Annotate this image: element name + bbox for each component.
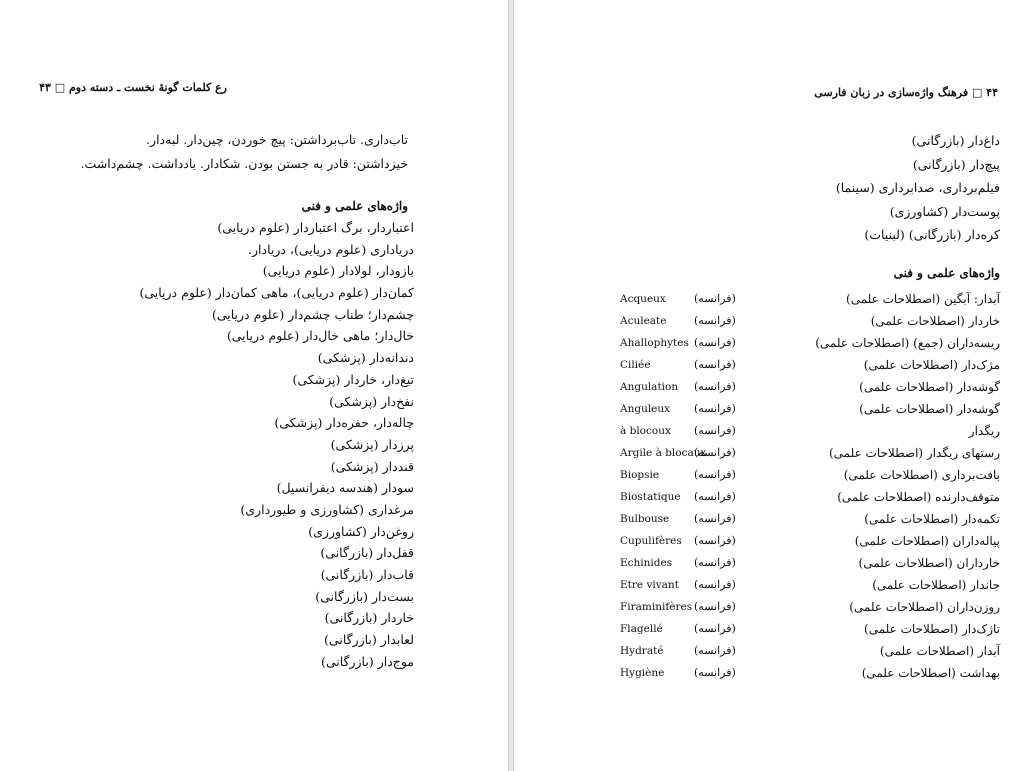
- list-item: خال‌دار؛ ماهی خال‌دار (علوم دریایی): [226, 328, 414, 344]
- list-item: موج‌دار (بازرگانی): [320, 653, 414, 669]
- french-term: Biopsie: [620, 469, 660, 481]
- french-term: Hygiène: [620, 667, 665, 679]
- persian-term: رستهای ریگدار (اصطلاحات علمی): [828, 446, 1000, 460]
- term-row: [514, 552, 1027, 574]
- term-row: [514, 288, 1027, 310]
- list-item: سودار (هندسه دیفرانسیل): [276, 480, 414, 496]
- left-page: [0, 0, 509, 771]
- list-item: بست‌دار (بازرگانی): [315, 588, 414, 604]
- term-row: [514, 442, 1027, 464]
- french-term: Anguleux: [620, 403, 671, 415]
- persian-term: آبدار (اصطلاحات علمی): [879, 644, 1000, 658]
- language-label: (فرانسه): [694, 424, 736, 437]
- persian-term: تاژک‌دار (اصطلاحات علمی): [864, 622, 1000, 636]
- persian-term: ریسه‌داران (جمع) (اصطلاحات علمی): [815, 336, 1000, 350]
- language-label: (فرانسه): [694, 666, 736, 679]
- list-item: قاب‌دار (بازرگانی): [320, 567, 414, 582]
- list-item: روغن‌دار (کشاورزی): [308, 523, 414, 539]
- language-label: (فرانسه): [694, 402, 736, 415]
- term-row: [514, 376, 1027, 398]
- french-term: Ciliée: [620, 359, 651, 371]
- french-term: Etre vivant: [620, 579, 679, 591]
- persian-term: گوشه‌دار (اصطلاحات علمی): [859, 402, 1000, 416]
- term-row: [514, 574, 1027, 596]
- persian-term: بافت‌برداری (اصطلاحات علمی): [843, 468, 1000, 482]
- list-item: دریاداری (علوم دریایی)، دریادار.: [248, 241, 414, 257]
- persian-term: متوقف‌دارنده (اصطلاحات علمی): [837, 490, 1000, 504]
- language-label: (فرانسه): [694, 336, 736, 349]
- right-page: [513, 0, 1027, 771]
- persian-term: مژک‌دار (اصطلاحات علمی): [863, 358, 1000, 372]
- persian-term: ریگدار: [968, 424, 1000, 438]
- term-row: [514, 420, 1027, 442]
- term-row: [514, 332, 1027, 354]
- language-label: (فرانسه): [694, 578, 736, 591]
- language-label: (فرانسه): [694, 622, 736, 635]
- french-term: Ahallophytes: [620, 337, 689, 349]
- persian-term: خاردار (اصطلاحات علمی): [870, 314, 1000, 328]
- list-item: چاله‌دار، حفره‌دار (پزشکی): [274, 415, 414, 431]
- french-term: Angulation: [620, 381, 679, 393]
- term-row: [514, 486, 1027, 508]
- language-label: (فرانسه): [694, 490, 736, 503]
- list-item: بازودار، لولادار (علوم دریایی): [262, 263, 414, 279]
- list-item: قفل‌دار (بازرگانی): [320, 545, 414, 561]
- list-item: لعابدار (بازرگانی): [324, 632, 414, 648]
- term-row: [514, 618, 1027, 640]
- french-term: Echinides: [620, 557, 673, 569]
- language-label: (فرانسه): [694, 292, 736, 305]
- persian-term: آبدار: آبگین (اصطلاحات علمی): [846, 292, 1000, 306]
- language-label: (فرانسه): [694, 468, 736, 481]
- persian-term: پیاله‌داران (اصطلاحات علمی): [854, 534, 1000, 548]
- list-item: نفخ‌دار (پزشکی): [329, 393, 414, 409]
- list-item: پیچ‌دار (بازرگانی): [912, 156, 1000, 172]
- language-label: (فرانسه): [694, 512, 736, 525]
- list-item: چشم‌دار؛ طناب چشم‌دار (علوم دریایی): [211, 306, 414, 322]
- persian-term: بهداشت (اصطلاحات علمی): [861, 666, 1000, 680]
- french-term: Biostatique: [620, 491, 681, 503]
- language-label: (فرانسه): [694, 314, 736, 327]
- language-label: (فرانسه): [694, 600, 736, 613]
- list-item: مرغداری (کشاورزی و طیورداری): [240, 501, 414, 517]
- list-item: کره‌دار (بازرگانی) (لبنیات): [864, 227, 1000, 242]
- left-page-header: رع کلمات گونهٔ نخست ـ دسته دوم □ ۴۳: [39, 81, 227, 94]
- list-item: تیغ‌دار، خاردار (پزشکی): [292, 371, 414, 387]
- persian-term: روزن‌داران (اصطلاحات علمی): [849, 600, 1000, 614]
- paragraph-line: خیزداشتن: قادر به جستن بودن. شکا‌دار. یادداشت. چشم‌داشت.: [80, 156, 408, 171]
- french-term: à blocoux: [620, 425, 671, 437]
- term-row: [514, 354, 1027, 376]
- term-row: [514, 464, 1027, 486]
- language-label: (فرانسه): [694, 556, 736, 569]
- list-item: خاردار (بازرگانی): [324, 610, 414, 626]
- list-item: پوست‌دار (کشاورزی): [889, 203, 1000, 219]
- term-row: [514, 398, 1027, 420]
- language-label: (فرانسه): [694, 644, 736, 657]
- left-term-list: [139, 217, 414, 672]
- trade-term-list: [836, 129, 1000, 247]
- intro-paragraph: [48, 128, 408, 176]
- language-label: (فرانسه): [694, 534, 736, 547]
- bilingual-term-table: [514, 288, 1027, 684]
- term-row: [514, 508, 1027, 530]
- persian-term: گوشه‌دار (اصطلاحات علمی): [859, 380, 1000, 394]
- list-item: کمان‌دار (علوم دریایی)، ماهی کمان‌دار (علوم دریایی): [139, 285, 414, 301]
- persian-term: تکمه‌دار (اصطلاحات علمی): [864, 512, 1000, 526]
- left-section-title: واژه‌های علمی و فنی: [301, 199, 408, 213]
- list-item: اعتباردار، برگ اعتباردار (علوم دریایی): [217, 220, 414, 235]
- french-term: Flagellé: [620, 623, 663, 635]
- french-term: Bulbouse: [620, 513, 670, 525]
- french-term: Firaminifères: [620, 601, 693, 613]
- right-section-title: واژه‌های علمی و فنی: [893, 266, 1000, 280]
- list-item: دندانه‌دار (پزشکی): [317, 350, 414, 366]
- language-label: (فرانسه): [694, 446, 736, 459]
- term-row: [514, 310, 1027, 332]
- term-row: [514, 662, 1027, 684]
- list-item: فیلم‌برداری، صدابرداری (سینما): [835, 180, 1000, 195]
- paragraph-line: تاب‌داری. تاب‌برداشتن: پیچ خوردن، چین‌دار. لبه‌دار.: [146, 132, 408, 147]
- term-row: [514, 640, 1027, 662]
- french-term: Cupulifères: [620, 535, 682, 547]
- term-row: [514, 596, 1027, 618]
- language-label: (فرانسه): [694, 380, 736, 393]
- right-page-header: ۴۴ □ فرهنگ واژه‌سازی در زبان فارسی: [814, 86, 998, 99]
- list-item: قنددار (پزشکی): [330, 458, 414, 474]
- french-term: Hydraté: [620, 645, 664, 657]
- persian-term: جاندار (اصطلاحات علمی): [872, 578, 1000, 592]
- list-item: داغ‌دار (بازرگانی): [911, 133, 1000, 148]
- french-term: Argile à blocaux: [620, 447, 707, 459]
- list-item: پرزدار (پزشکی): [330, 436, 414, 452]
- term-row: [514, 530, 1027, 552]
- french-term: Acqueux: [620, 293, 666, 305]
- language-label: (فرانسه): [694, 358, 736, 371]
- french-term: Aculeate: [620, 315, 667, 327]
- persian-term: خارداران (اصطلاحات علمی): [858, 556, 1000, 570]
